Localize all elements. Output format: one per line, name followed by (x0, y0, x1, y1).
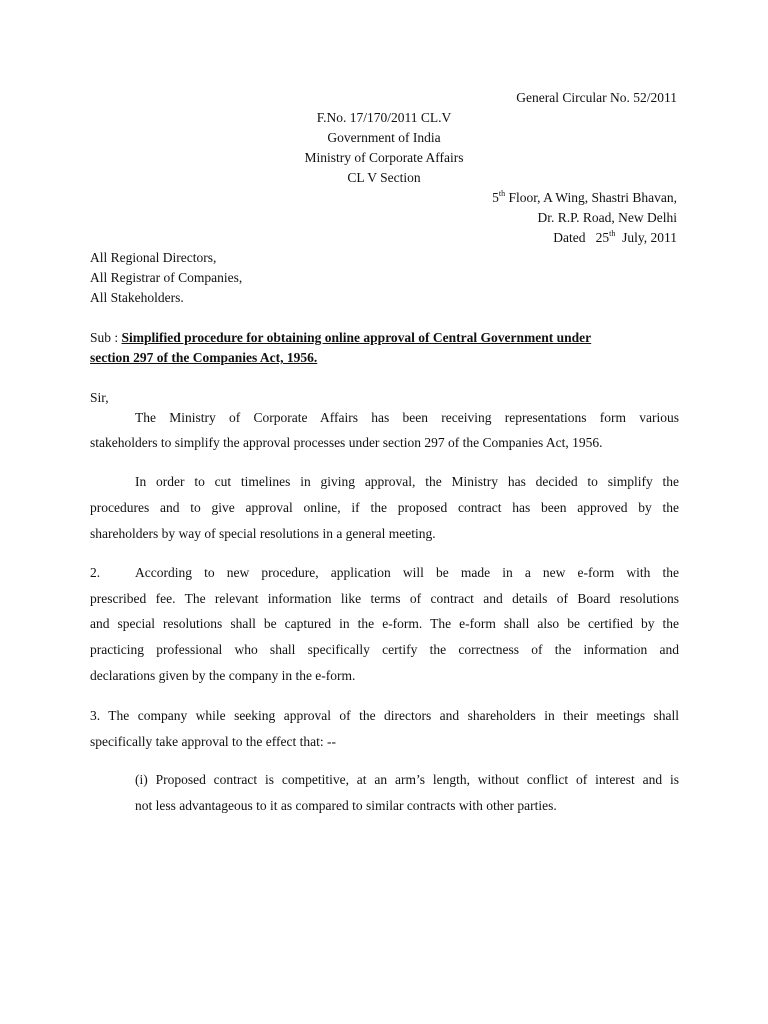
recipient-regional-directors: All Regional Directors, (90, 250, 217, 265)
subject-line-2: section 297 of the Companies Act, 1956. (90, 350, 318, 365)
address-road: Dr. R.P. Road, New Delhi (537, 210, 677, 225)
section-name: CL V Section (347, 170, 421, 185)
address-floor: 5th Floor, A Wing, Shastri Bhavan, (492, 188, 677, 205)
salutation: Sir, (90, 390, 109, 405)
para4-line1: 3. The company while seeking approval of the directors and shareholders in their meetings shall (90, 708, 679, 723)
file-number: F.No. 17/170/2011 CL.V (316, 110, 452, 125)
circular-number: General Circular No. 52/2011 (516, 90, 677, 105)
para2-line2: procedures and to give approval online, if the proposed contract has been approved by the (90, 500, 679, 515)
para3-line3: and special resolutions shall be captured in the e-form. The e-form shall also be certified by the (90, 616, 679, 631)
ministry-name: Ministry of Corporate Affairs (304, 150, 464, 165)
para3-line5: declarations given by the company in the e-form. (90, 668, 356, 683)
para3-number: 2. (90, 565, 101, 580)
para2-line1: In order to cut timelines in giving approval, the Ministry has decided to simplify the (135, 474, 679, 489)
para1-line1: The Ministry of Corporate Affairs has been receiving representations form various (135, 410, 679, 425)
para4-line2: specifically take approval to the effect that: -- (90, 734, 337, 749)
subject-title: Simplified procedure for obtaining online approval of Central Government under (121, 330, 592, 345)
para2-line3: shareholders by way of special resolutions in a general meeting. (90, 526, 436, 541)
item-i-line2: not less advantageous to it as compared to similar contracts with other parties. (135, 798, 557, 813)
government-name: Government of India (327, 130, 441, 145)
subject-prefix: Sub : (90, 330, 122, 345)
recipient-stakeholders: All Stakeholders. (90, 290, 184, 305)
para1-line2: stakeholders to simplify the approval processes under section 297 of the Companies Act, 1956. (90, 435, 603, 450)
subject-line-1 (90, 328, 679, 348)
para3-line2: prescribed fee. The relevant information like terms of contract and details of Board resolutions (90, 591, 679, 606)
recipient-registrar: All Registrar of Companies, (90, 270, 243, 285)
para3-line4: practicing professional who shall specifically certify the correctness of the information and (90, 642, 679, 657)
para3-line1: According to new procedure, application will be made in a new e-form with the (135, 565, 679, 580)
item-i-line1: (i) Proposed contract is competitive, at an arm’s length, without conflict of interest and is (135, 772, 679, 787)
dated-line: Dated 25th July, 2011 (553, 228, 677, 245)
